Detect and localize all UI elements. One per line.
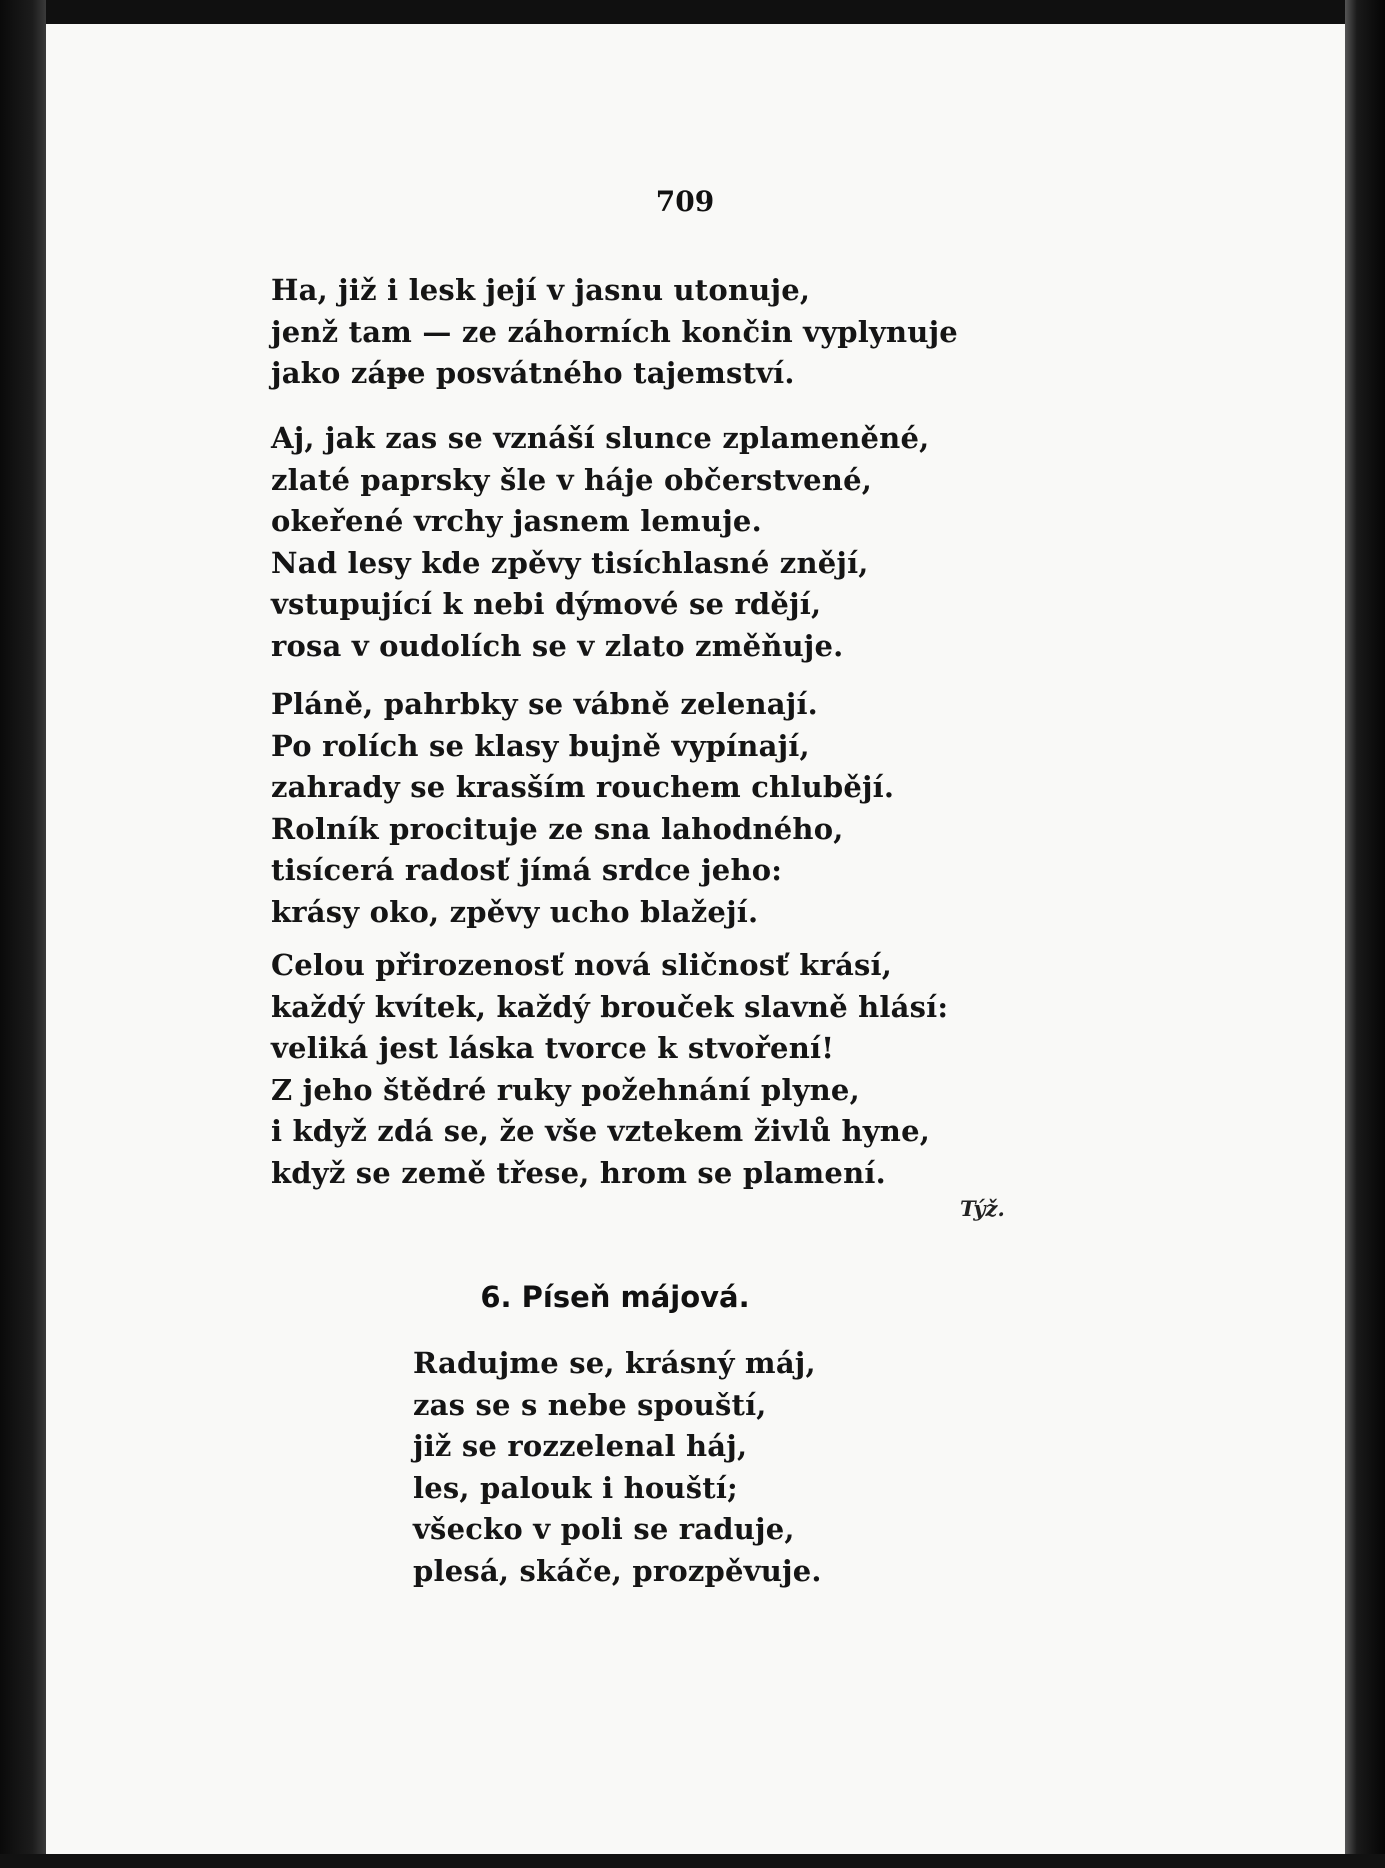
poem-line: Nad lesy kde zpěvy tisíchlasné znějí, (271, 545, 869, 580)
stanza-3 (271, 684, 894, 933)
poem-line: vstupující k nebi dýmové se rdějí, (271, 587, 822, 621)
poem-line: zas se s nebe spouští, (413, 1387, 767, 1422)
stanza-1 (271, 270, 958, 395)
poem-line: veliká jest láska tvorce k stvoření! (271, 1031, 835, 1065)
poem-line: krásy oko, zpěvy ucho blažejí. (271, 894, 759, 929)
poem-line: všecko v poli se raduje, (413, 1512, 795, 1546)
poem-line: Po rolích se klasy bujně vypínají, (271, 728, 810, 763)
poem-line: zahrady se krasším rouchem chlubějí. (271, 770, 895, 804)
page-number: 709 (655, 185, 715, 218)
poem-line: Radujme se, krásný máj, (413, 1346, 816, 1380)
poem-line: okeřené vrchy jasnem lemuje. (271, 504, 762, 538)
poem-line: když se země třese, hrom se plamení. (271, 1155, 886, 1190)
poem2-stanza (413, 1343, 822, 1592)
poem-line: Ha, již i lesk její v jasnu utonuje, (271, 273, 811, 307)
poem-line: každý kvítek, každý brouček slavně hlásí: (271, 989, 949, 1024)
attribution: Týž. (960, 1196, 1005, 1221)
poem-line: Celou přirozenosť nová sličnosť krásí, (271, 948, 893, 982)
poem-line: Pláně, pahrbky se vábně zelenají. (271, 687, 818, 721)
stanza-4 (271, 945, 948, 1194)
poem-line: jenž tam — ze záhorních končin vyplynuje (271, 314, 958, 349)
poem-line: les, palouk i houští; (413, 1470, 738, 1505)
scan-top-edge (0, 0, 1385, 26)
poem-line: plesá, skáče, prozpěvuje. (413, 1553, 822, 1588)
scan-right-edge (1345, 0, 1385, 1868)
poem-line: Rolník procituje ze sna lahodného, (271, 811, 844, 846)
section-title: 6. Píseň májová. (480, 1280, 750, 1314)
poem-line: tisícerá radosť jímá srdce jeho: (271, 853, 783, 887)
poem-line: i když zdá se, že vše vztekem živlů hyne, (271, 1114, 931, 1148)
scan-bottom-edge (0, 1854, 1385, 1868)
poem-line: již se rozzelenal háj, (413, 1429, 748, 1463)
scan-left-edge (0, 0, 46, 1868)
stanza-2 (271, 418, 929, 667)
poem-line: rosa v oudolích se v zlato změňuje. (271, 628, 844, 663)
poem-line: jako záᵽe posvátného tajemství. (271, 356, 795, 390)
poem-line: Z jeho štědré ruky požehnání plyne, (271, 1072, 860, 1107)
poem-line: zlaté paprsky šle v háje občerstvené, (271, 462, 873, 497)
poem-line: Aj, jak zas se vznáší slunce zplameněné, (271, 421, 930, 455)
